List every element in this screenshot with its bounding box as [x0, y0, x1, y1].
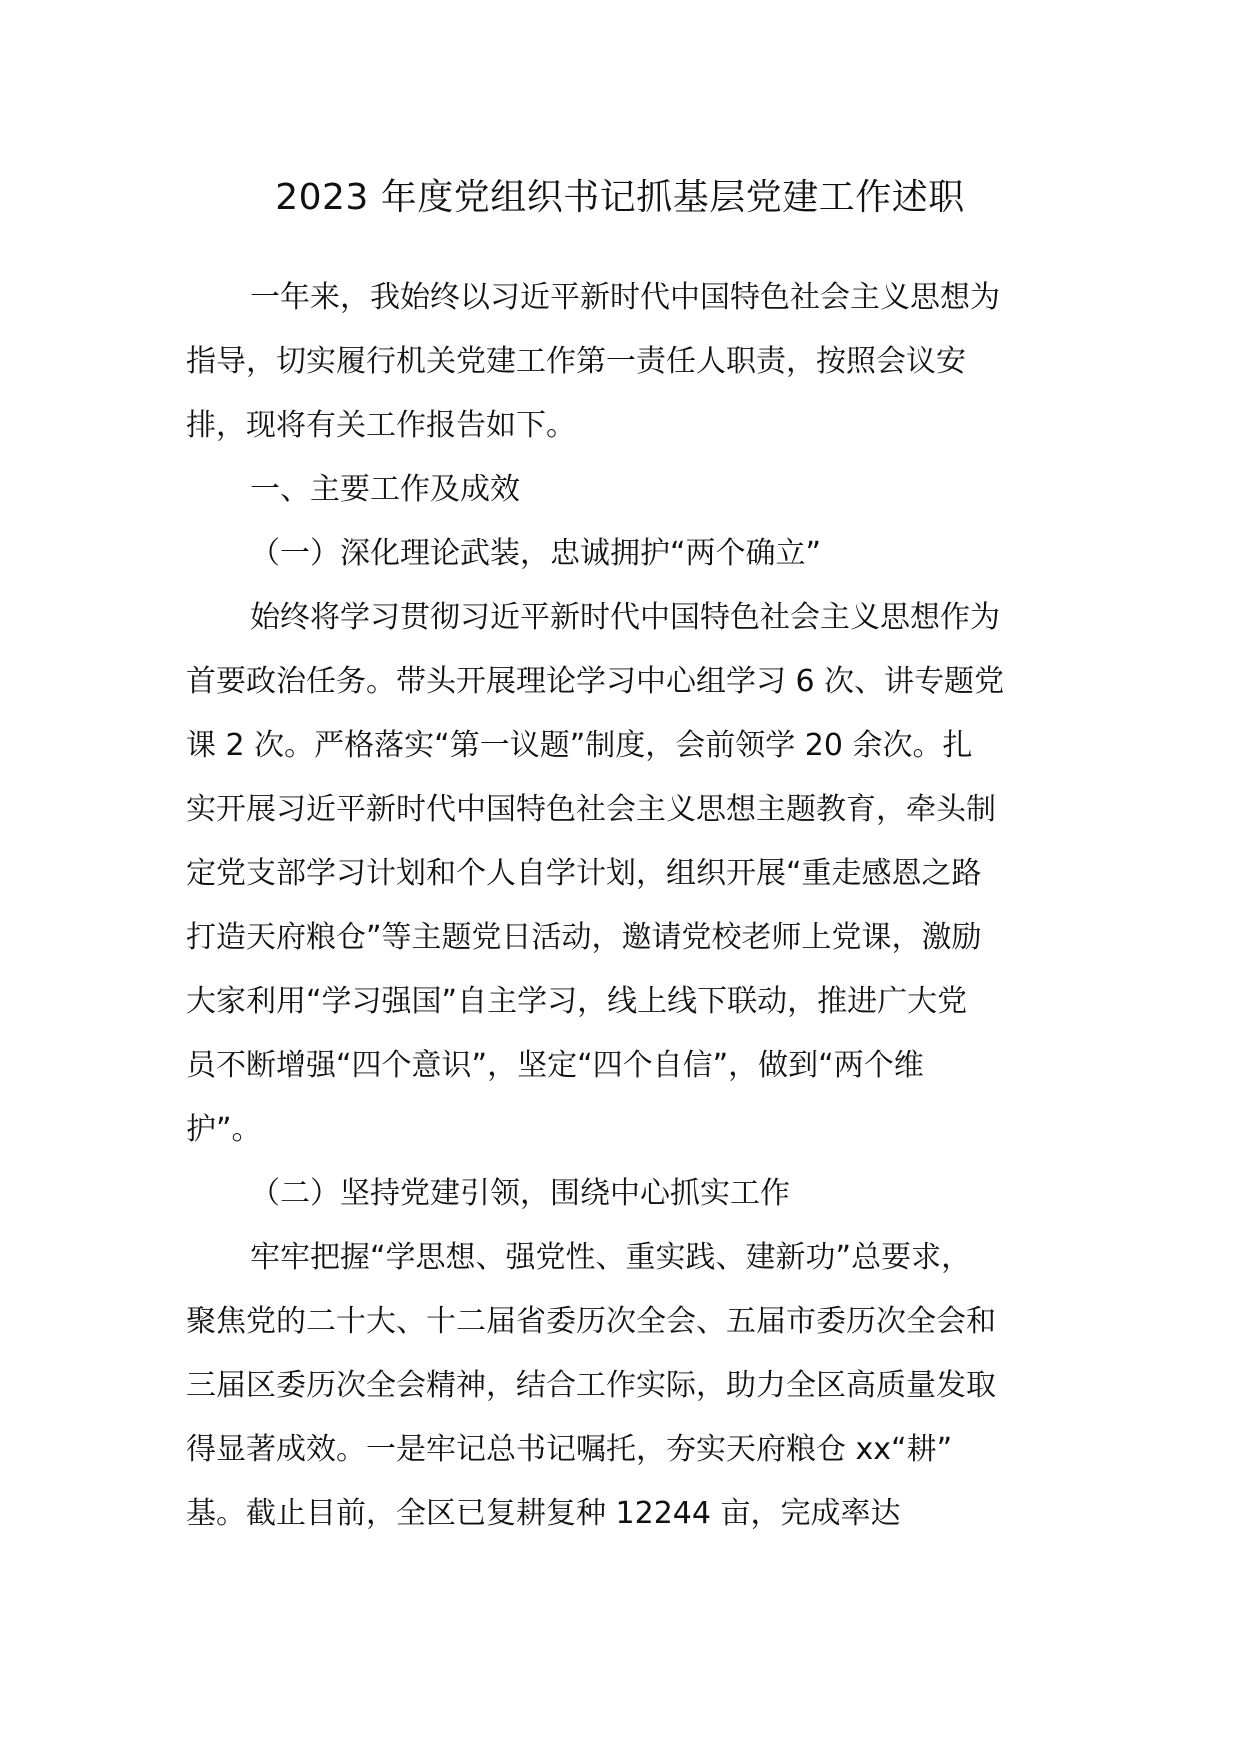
body-line: 三届区委历次全会精神，结合工作实际，助力全区高质量发取	[186, 1368, 996, 1403]
body-line: 定党支部学习计划和个人自学计划，组织开展“重走感恩之路	[186, 856, 982, 891]
body-line: 指导，切实履行机关党建工作第一责任人职责，按照会议安	[186, 344, 966, 379]
body-line: 实开展习近平新时代中国特色社会主义思想主题教育，牵头制	[186, 792, 996, 827]
body-line: 牢牢把握“学思想、强党性、重实践、建新功”总要求，	[250, 1240, 972, 1275]
body-line: 始终将学习贯彻习近平新时代中国特色社会主义思想作为	[250, 600, 1000, 635]
body-line: 首要政治任务。带头开展理论学习中心组学习 6 次、讲专题党	[186, 664, 1005, 699]
body-line: 一年来，我始终以习近平新时代中国特色社会主义思想为	[250, 280, 1000, 315]
body-line: 护”。	[186, 1112, 262, 1147]
document-title: 2023 年度党组织书记抓基层党建工作述职	[275, 177, 965, 218]
body-line: 基。截止目前，全区已复耕复种 12244 亩，完成率达	[186, 1496, 901, 1531]
body-line: 打造天府粮仓”等主题党日活动，邀请党校老师上党课，激励	[186, 920, 982, 955]
document-body	[186, 266, 1056, 1546]
body-line: （二）坚持党建引领，围绕中心抓实工作	[250, 1176, 790, 1211]
body-line: 课 2 次。严格落实“第一议题”制度，会前领学 20 余次。扎	[186, 728, 973, 763]
body-line: （一）深化理论武装，忠诚拥护“两个确立”	[250, 536, 822, 571]
body-line: 员不断增强“四个意识”，坚定“四个自信”，做到“两个维	[186, 1048, 924, 1083]
body-line: 一、主要工作及成效	[250, 472, 520, 507]
body-line: 聚焦党的二十大、十二届省委历次全会、五届市委历次全会和	[186, 1304, 996, 1339]
body-line: 大家利用“学习强国”自主学习，线上线下联动，推进广大党	[186, 984, 968, 1019]
body-line: 得显著成效。一是牢记总书记嘱托，夯实天府粮仓 xx“耕”	[186, 1432, 953, 1467]
body-line: 排，现将有关工作报告如下。	[186, 408, 576, 443]
